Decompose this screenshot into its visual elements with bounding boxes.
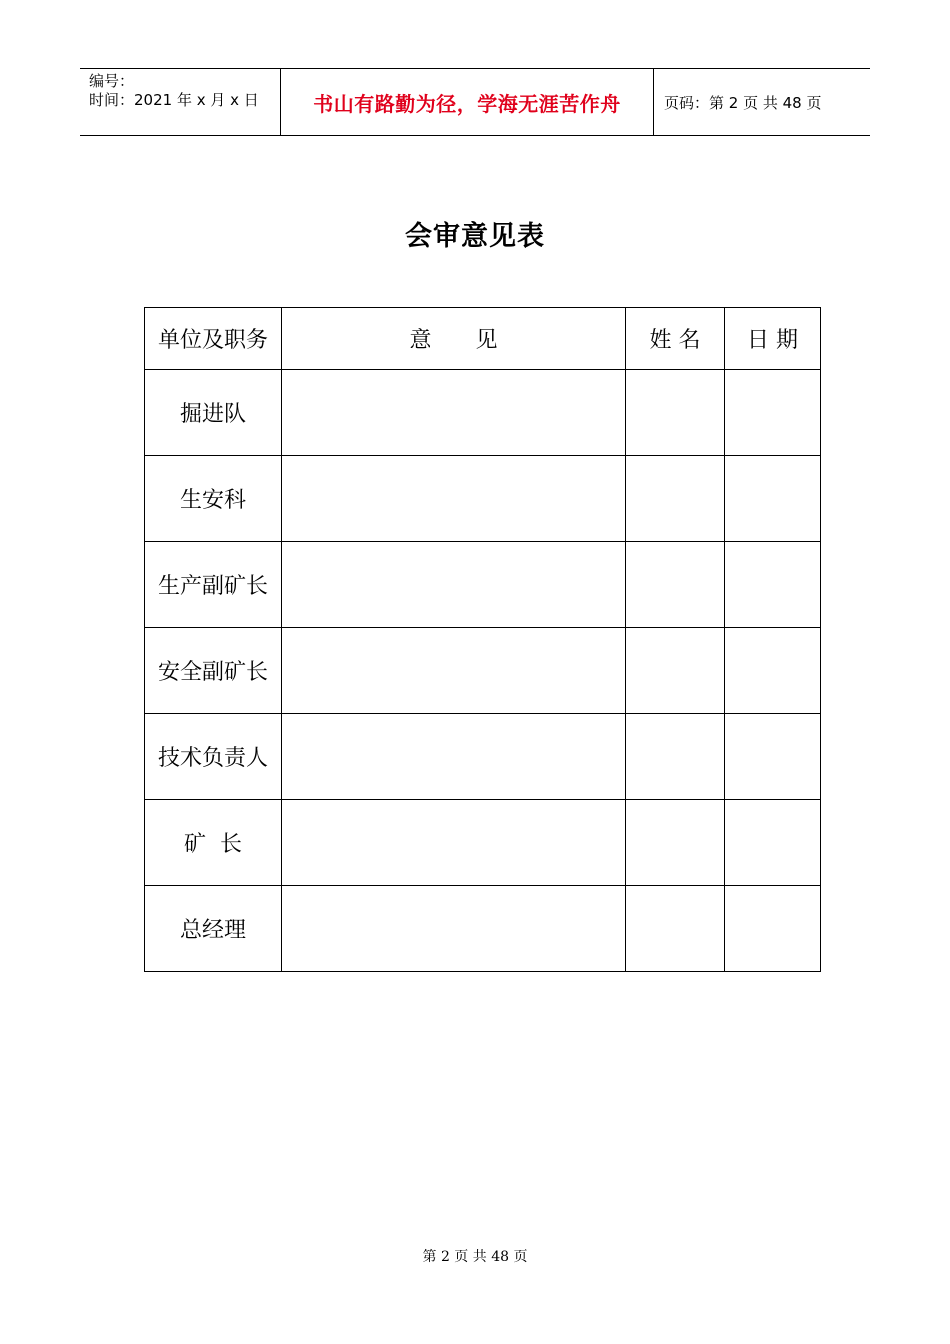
unit-cell: 生产副矿长 (145, 542, 282, 628)
unit-cell: 掘进队 (145, 370, 282, 456)
date-cell[interactable] (725, 628, 821, 714)
name-cell[interactable] (626, 714, 725, 800)
table-header-row (145, 308, 821, 370)
header-meta (80, 69, 281, 135)
name-cell[interactable] (626, 370, 725, 456)
page-footer: 第 2 页 共 48 页 (422, 1249, 528, 1265)
column-header-unit: 单位及职务 (145, 308, 282, 370)
review-opinion-table (144, 307, 821, 972)
date-cell[interactable] (725, 714, 821, 800)
unit-cell: 安全副矿长 (145, 628, 282, 714)
table-row (145, 800, 821, 886)
document-number-label: 编号： (89, 72, 135, 90)
column-header-date: 日 期 (725, 308, 821, 370)
header-motto: 书山有路勤为径，学海无涯苦作舟 (281, 69, 654, 135)
date-cell[interactable] (725, 370, 821, 456)
header-page-info: 页码：第 2 页 共 48 页 (664, 93, 822, 112)
date-cell[interactable] (725, 456, 821, 542)
table-row (145, 886, 821, 972)
document-title: 会审意见表 (405, 221, 545, 252)
date-cell[interactable] (725, 542, 821, 628)
opinion-cell[interactable] (282, 370, 626, 456)
name-cell[interactable] (626, 456, 725, 542)
name-cell[interactable] (626, 800, 725, 886)
opinion-cell[interactable] (282, 456, 626, 542)
name-cell[interactable] (626, 886, 725, 972)
column-header-name: 姓 名 (626, 308, 725, 370)
name-cell[interactable] (626, 628, 725, 714)
table-row (145, 456, 821, 542)
unit-cell: 技术负责人 (145, 714, 282, 800)
opinion-cell[interactable] (282, 886, 626, 972)
table-row (145, 714, 821, 800)
date-cell[interactable] (725, 800, 821, 886)
date-cell[interactable] (725, 886, 821, 972)
table-row (145, 370, 821, 456)
opinion-cell[interactable] (282, 800, 626, 886)
name-cell[interactable] (626, 542, 725, 628)
document-time: 时间：2021 年 x 月 x 日 (89, 91, 259, 109)
column-header-opinion: 意 见 (282, 308, 626, 370)
table-row (145, 628, 821, 714)
page-header (80, 68, 870, 136)
unit-cell: 总经理 (145, 886, 282, 972)
opinion-cell[interactable] (282, 542, 626, 628)
table-row (145, 542, 821, 628)
opinion-cell[interactable] (282, 714, 626, 800)
opinion-cell[interactable] (282, 628, 626, 714)
unit-cell: 生安科 (145, 456, 282, 542)
unit-cell: 矿 长 (145, 800, 282, 886)
